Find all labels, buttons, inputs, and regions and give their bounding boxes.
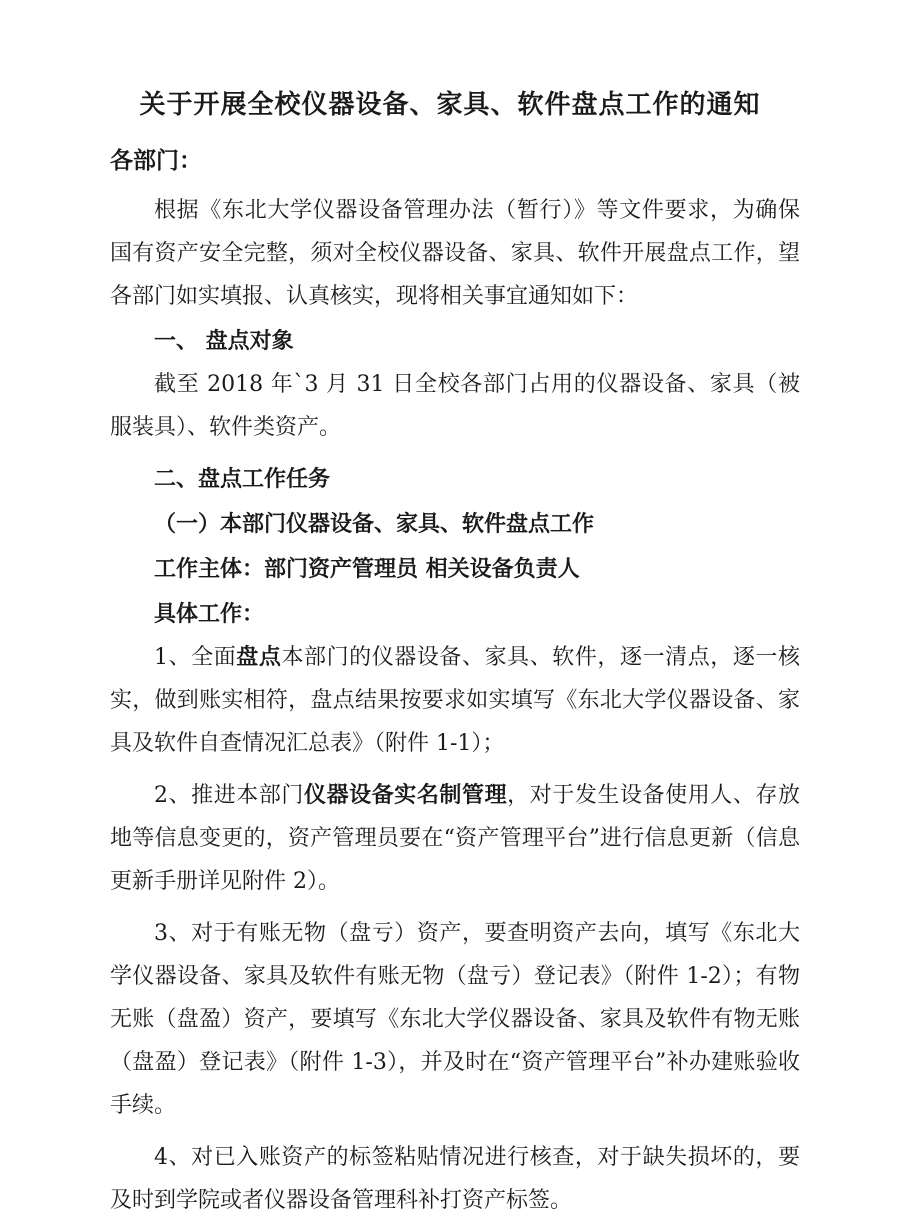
section2-heading: 二、盘点工作任务 <box>154 467 331 492</box>
item-2-prefix: 2、推进本部门 <box>154 783 304 808</box>
intro-paragraph: 根据《东北大学仪器设备管理办法（暂行）》等文件要求，为确保国有资产安全完整，须对全校仪器设备、家具、软件开展盘点工作，望各部门如实填报、认真核实，现将相关事宜通知如下： <box>110 198 800 309</box>
salutation: 各部门： <box>110 148 202 174</box>
section1-heading: 一、 盘点对象 <box>154 329 294 354</box>
item-1-emphasis: 盘点 <box>236 645 282 670</box>
work-subject-line: 工作主体：部门资产管理员 相关设备负责人 <box>154 557 580 582</box>
item-2-emphasis: 仪器设备实名制管理 <box>304 783 508 808</box>
document-body <box>110 140 800 1222</box>
item-2-text: ，对于发生设备使用人、存放地等信息变更的，资产管理员要在“资产管理平台”进行信息更新（信息更新手册详见附件 2）。 <box>110 783 800 894</box>
subsection1-heading: （一）本部门仪器设备、家具、软件盘点工作 <box>154 512 595 537</box>
item-1-prefix: 1、全面 <box>154 645 237 670</box>
document-title: 关于开展全校仪器设备、家具、软件盘点工作的通知 <box>139 90 761 120</box>
section1-paragraph: 截至 2018 年`3 月 31 日全校各部门占用的仪器设备、家具（被服装具）、软件类资产。 <box>110 372 800 440</box>
item-3-paragraph: 3、对于有账无物（盘亏）资产，要查明资产去向，填写《东北大学仪器设备、家具及软件有账无物（盘亏）登记表》（附件 1-2）；有物无账（盘盈）资产，要填写《东北大学仪器设备、家具及软件有物无账（盘盈）登记表》（附件 1-3），并及时在“资产管理平台”补办建账验收手续。 <box>110 921 800 1118</box>
item-1-text: 本部门的仪器设备、家具、软件，逐一清点，逐一核实，做到账实相符，盘点结果按要求如实填写《东北大学仪器设备、家具及软件自查情况汇总表》（附件 1-1）； <box>110 645 800 756</box>
item-1-paragraph <box>110 636 800 765</box>
item-4-paragraph: 4、对已入账资产的标签粘贴情况进行核查，对于缺失损坏的，要及时到学院或者仪器设备管理科补打资产标签。 <box>110 1145 800 1213</box>
specific-work-label: 具体工作： <box>154 602 265 627</box>
item-2-paragraph <box>110 774 800 903</box>
